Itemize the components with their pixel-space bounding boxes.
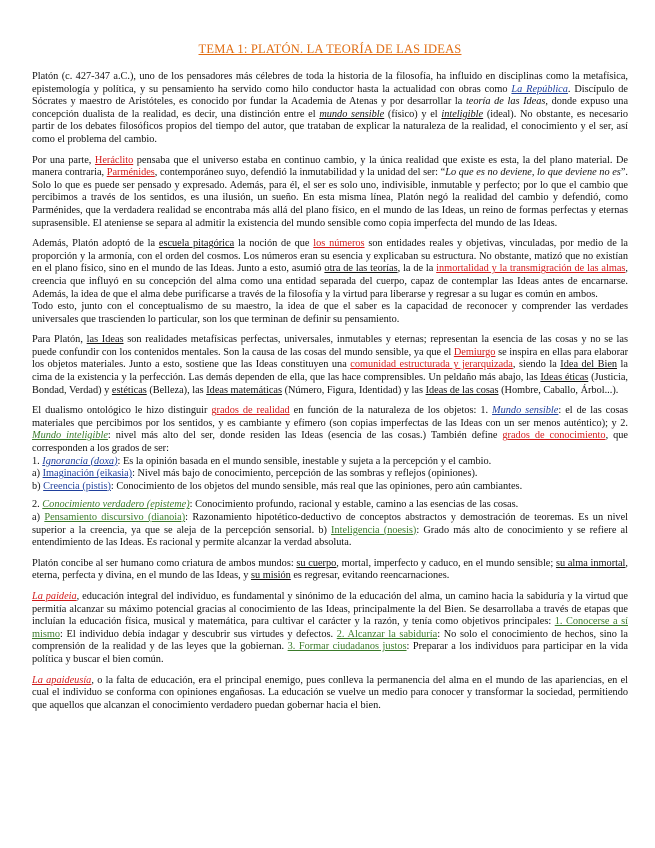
text-run: Lo que es no deviene, lo que deviene no es <box>445 167 621 179</box>
text-run: mundo sensible como copia imperfecta del mundo de las Ideas. <box>296 217 558 229</box>
text-run: Mundo inteligible <box>32 430 108 442</box>
text-run: b) <box>318 524 332 536</box>
text-run: a) <box>32 512 45 523</box>
text-run: (ideal). No obstante, es necesario partir de los <box>32 108 628 133</box>
text-run: Demiurgo <box>453 346 496 358</box>
text-run: son <box>364 238 387 250</box>
text-run: , mortal, imperfecto y caduco, en el mundo sensible; <box>336 557 556 569</box>
text-run: : <box>189 499 196 511</box>
text-run: . Es <box>141 537 160 549</box>
text-run: a través de los sentidos, <box>77 192 191 204</box>
text-run: del cuerpo, capaz de contemplar las Ideas antes de encarnarse. Además, la idea de que <box>32 275 628 300</box>
text-run: adoptó de la <box>98 238 159 250</box>
text-run: y se refiere al <box>563 524 628 536</box>
text-run: se inspira en ellas para elaborar los objetos materiales. Junto a esto, sostiene que las <box>32 346 628 371</box>
text-run: única realidad que existe es esta <box>379 154 517 166</box>
text-run: , que corresponden a los grados de ser: <box>32 430 628 455</box>
text-run: (Belleza), las <box>146 384 207 396</box>
text-run: concepción dualista de la realidad <box>32 108 177 120</box>
text-run: , <box>397 263 404 275</box>
text-run: : el de las cosas materiales que percibimos por los sentidos, y es cambiante y efímero (son copias imperfectas de las Ideas con un ser menos auténtico); y <box>32 405 628 429</box>
paragraph-ser-humano <box>32 558 628 583</box>
text-run: su cuerpo <box>296 557 337 569</box>
text-run: sinónimo de la educación del alma <box>295 590 440 602</box>
paragraph-dualismo <box>32 405 628 455</box>
text-run: Platón concibe al ser humano como criatura de ambos mundos: <box>32 557 297 569</box>
paragraph-ideas <box>32 334 628 397</box>
text-run: Razonamiento hipotético-deductivo <box>192 512 342 523</box>
text-run: Nivel más bajo de conocimiento <box>137 468 271 480</box>
text-run: Heráclito <box>94 154 134 166</box>
text-run: constituyen una <box>277 359 351 371</box>
list-item-episteme <box>32 499 628 512</box>
text-run: , era el principal enemigo, pues conlleva la permanencia del alma en el mundo de las apariencias, en el cual el individuo se conforma con opiniones engañosas. La educación se vuelve un medio para conocer y transformar la sociedad, permitiendo que aquellos que alcanzan el conocimiento verdadero puedan gobernar hacia el bien. <box>32 674 628 711</box>
text-run: , ha influido en disciplinas como la metafísica, epistemología y política, y su pensamiento ha servido como hilo conductor hasta la actualidad con obras como <box>32 71 629 95</box>
text-run: y regresar a su lugar es común en ambos. <box>425 288 598 300</box>
text-run: es regresar, evitando reencarnaciones. <box>290 570 450 582</box>
text-run: La apaideusía <box>32 674 92 686</box>
text-run: le hizo distinguir <box>130 405 212 417</box>
page-title: TEMA 1: PLATÓN. LA TEORÍA DE LAS IDEAS <box>198 42 462 56</box>
text-run: El dualismo ontológico <box>32 405 131 417</box>
text-run: Grado más alto de conocimiento <box>423 524 564 536</box>
text-run: 1. <box>32 455 43 467</box>
text-run: camino hacia la sabiduría y la virtud <box>458 590 611 602</box>
text-run: junto con el conceptualismo de su maestro <box>81 301 269 313</box>
text-run: Por una parte, <box>32 154 95 166</box>
text-run: , siendo la <box>512 359 561 371</box>
text-run: Pensamiento discursivo (dianoia) <box>44 512 186 523</box>
text-run: 2. <box>620 417 628 429</box>
paragraph-socrates <box>32 301 628 326</box>
text-run: ; representan la esencia de las cosas y no se las puede confundir con los contenidos mentales. <box>32 334 628 358</box>
text-run: racional <box>159 537 193 549</box>
text-run: Inteligencia (noesis) <box>331 524 417 536</box>
text-run: y por desarrollar la <box>377 96 466 108</box>
text-run: son <box>123 334 146 346</box>
text-run: Además, <box>32 238 73 250</box>
text-run: , un reino de formas perfectas y eternas suprasensible. El ateniense se separa al admitir la existencia del <box>32 204 628 229</box>
text-run: , la idea de que <box>268 301 344 313</box>
text-run: , eterna, perfecta y divina, en el mundo de las Ideas, y <box>32 557 628 582</box>
text-run: “ <box>438 167 446 179</box>
text-run: se aleja de la percepción sensorial. <box>164 524 315 536</box>
text-run: : El individuo debía indagar y descubrir sus virtudes y defectos. <box>60 628 337 640</box>
text-run: las Ideas <box>86 334 124 346</box>
text-run: teoría de las Ideas <box>465 96 546 108</box>
text-run: , es decir, una distinción entre el <box>176 108 320 120</box>
text-run: Ideas de las cosas <box>425 384 499 396</box>
text-run: Platón <box>72 238 99 250</box>
text-run: entidades reales y objetivas <box>386 238 504 250</box>
text-run: ”. <box>620 167 628 179</box>
text-run: , un <box>439 590 459 602</box>
text-run: debates filosóficos <box>85 121 163 133</box>
text-run: , son los que terminan de definir su pensamiento. <box>197 313 400 325</box>
text-run: mundo sensible <box>319 108 385 120</box>
text-run: Parménides <box>106 167 155 179</box>
text-run: : nivel más alto del ser, donde residen las Ideas (esencia de las cosas.) También define <box>107 430 503 442</box>
text-run: que permitía alcanzar su máximo potencial gracias al conocimiento de las Ideas, principalmente la del Bien. Se desarrollaba a través de etapas que incluían la <box>32 590 628 628</box>
text-run: , un sueño. En esta misma línea, <box>250 192 398 204</box>
text-run: : <box>416 524 424 536</box>
text-run: Ideas <box>255 359 278 371</box>
text-run: inteligible <box>441 108 484 120</box>
text-run: Imaginación (eikasia) <box>42 468 133 480</box>
text-run: influyó en su concepción del alma como una entidad separada <box>88 275 356 287</box>
text-run: , educación integral del individuo, es fundamental y <box>76 590 296 602</box>
text-run: 3. Formar ciudadanos justos <box>287 641 407 653</box>
text-run: 2. <box>32 499 43 511</box>
text-run: , la del plano material. De manera contraria, <box>32 154 628 179</box>
text-run: el alma debe purificarse a través de la filosofía y la virtud para liberarse <box>130 288 426 300</box>
text-run: en el mundo de las Ideas <box>360 204 464 216</box>
text-run: Platón <box>32 71 59 82</box>
text-run: Solo lo que es puede ser pensado y expresado <box>32 179 225 191</box>
text-run: de conceptos abstractos y demostración de teoremas. Es un <box>341 512 608 523</box>
text-run: Conocimiento de los objetos del mundo sensible <box>116 480 316 492</box>
text-run: . <box>567 83 575 95</box>
text-run: (Número, Figura, Identidad) y las <box>282 384 426 396</box>
text-run: , para cultivar el carácter y la razón, y tenía como objetivos principales: <box>245 616 555 628</box>
list-item-dianoia-noesis <box>32 512 628 550</box>
text-run: : Preparar a los individuos para participar en la vida política y buscar el bien común. <box>32 641 628 665</box>
text-run: uno de los pensadores más célebres de toda la historia de la filosofía <box>139 71 431 82</box>
text-run: grados de realidad <box>211 405 290 417</box>
text-run: , es conocido por <box>172 96 250 108</box>
paragraph-apaideusia <box>32 675 628 713</box>
text-run: : No solo el conocimiento de hechos, sino la comprensión de la realidad y de las leyes que la gobiernan. <box>32 628 628 653</box>
text-run: en función de la naturaleza de los objetos: <box>289 405 481 417</box>
text-run: Conocimiento profundo, racional y estable, <box>195 499 374 511</box>
text-run: , vinculadas, por medio de la <box>503 238 629 250</box>
text-run: , como Parménides, que la <box>32 192 628 216</box>
text-run: realidades metafísicas perfectas, universales, inmutables y eternas <box>145 334 424 346</box>
text-run: . Además, para él, <box>224 179 303 191</box>
paragraph-heraclito-parmenides <box>32 155 628 231</box>
text-run: el orden del cosmos <box>155 250 239 262</box>
text-run: Ideas éticas <box>540 372 589 384</box>
text-run: es una ilusión <box>190 192 251 204</box>
text-run: Ideas matemáticas <box>206 384 283 396</box>
text-run: 1. <box>480 405 493 417</box>
text-run: proporción y la armonía <box>32 250 133 262</box>
text-run: , ya que el <box>408 346 454 358</box>
text-run: y permite <box>192 537 238 549</box>
text-run: : <box>185 512 193 523</box>
text-run: , más real que las opiniones, pero aún cambiantes. <box>315 480 523 492</box>
text-run: propios del tiempo del autor, que trataban de explicar la naturaleza de la realidad, el conocimiento y el ser, así como el problema del cambio. <box>32 121 628 145</box>
text-run: ; por lo que <box>517 179 570 191</box>
text-run: Idea del Bien <box>560 359 618 371</box>
text-run: universo estaba en continuo cambio <box>202 154 355 166</box>
text-run: verdadera realidad <box>113 204 191 216</box>
text-run: Creencia (pistis) <box>43 480 111 492</box>
text-run: fundar la Academia de Atenas <box>249 96 378 108</box>
text-run: b) <box>32 480 44 492</box>
text-run: , contemporáneo suyo, <box>154 167 251 179</box>
text-run: comunidad estructurada y jerarquizada <box>350 359 513 371</box>
text-run: 1. Conocerse a sí mismo <box>32 616 628 640</box>
text-run: , donde expuso una <box>545 96 629 108</box>
text-run: defendió la inmutabilidad y la unidad del ser: <box>250 167 438 179</box>
text-run: inmortalidad y la transmigración de las almas <box>436 263 626 275</box>
text-run: Discípulo de Sócrates y maestro de Aristóteles <box>32 83 628 108</box>
text-run: Para Platón, <box>32 334 87 346</box>
paragraph-pitagoricos <box>32 238 628 301</box>
list-item-ignorancia <box>32 456 628 469</box>
text-run: , percepción de las sombras y reflejos (opiniones). <box>270 468 478 480</box>
list-item-creencia <box>32 481 628 494</box>
text-run: otra de las teorías <box>324 263 398 275</box>
text-run: , con <box>132 250 156 262</box>
text-run: (Justicia, Bondad, Verdad) y <box>32 372 628 396</box>
text-run: , creencia que <box>32 263 628 287</box>
text-run: a) <box>32 468 43 480</box>
text-run: camino a las esencias de las cosas. <box>373 499 519 511</box>
text-run: , ya que <box>124 524 164 536</box>
text-run: : <box>110 480 117 492</box>
text-run: La paideia <box>32 590 77 602</box>
text-run: alcanzar la verdad absoluta. <box>237 537 352 549</box>
text-run: Son la causa de las cosas del mundo sensible <box>223 346 409 358</box>
text-run: estéticas <box>111 384 147 396</box>
text-run: : Es la opinión basada en el mundo sensible, inestable y sujeta a la percepción y el cambio. <box>117 455 492 467</box>
text-run: educación física, musical y matemática <box>79 616 246 628</box>
text-run: el ser es solo uno, indivisible, inmutable y perfecto <box>303 179 518 191</box>
text-run: . Los números eran su esencia y explicaban su estructura. No obstante, matizó que no existían en el plano físico, sino en el mundo de las Ideas. Junto a esto, asumió <box>32 250 628 275</box>
text-run: entendimiento de las Ideas <box>32 537 142 549</box>
list-item-imaginacion <box>32 468 628 481</box>
text-run: (físico) y el <box>384 108 442 120</box>
text-run: la noción de que <box>234 238 314 250</box>
text-run: , o <box>91 674 106 686</box>
text-run: Conocimiento verdadero (episteme) <box>42 499 190 511</box>
text-run: la cima de la existencia y la perfección. Las demás dependen de ella, que las hace comprensibles. Un peldaño más abajo, las <box>32 359 628 384</box>
paragraph-paideia <box>32 591 628 667</box>
text-run: , y la <box>354 154 380 166</box>
text-run: Mundo sensible <box>492 405 559 417</box>
text-run: 2. Alcanzar la sabiduría <box>336 628 438 640</box>
text-run: : <box>132 468 138 480</box>
text-run: pensaba que el <box>133 154 203 166</box>
text-run: el cambio que percibimos <box>32 179 629 204</box>
text-run: se encontraba más allá del plano físico, <box>190 204 361 216</box>
text-run: la de la <box>403 263 437 275</box>
text-run: los números <box>313 238 365 250</box>
text-run: La República <box>511 83 568 95</box>
text-run: nivel superior a la creencia <box>32 512 629 536</box>
text-run: el saber es la capacidad de reconocer y comprender las verdades universales que trascienden lo particular <box>32 301 628 325</box>
text-run: (c. 427-347 a.C.), <box>58 71 140 82</box>
text-run: la falta de educación <box>105 674 193 686</box>
text-run: Ignorancia (doxa) <box>42 455 118 467</box>
text-run: su misión <box>251 570 291 582</box>
text-run: Platón negó la realidad del cambio y defendió <box>397 192 599 204</box>
text-run: (Hombre, Caballo, Árbol...). <box>498 384 619 396</box>
paragraph-intro <box>32 71 628 147</box>
text-run: su alma inmortal <box>555 557 626 569</box>
text-run: grados de conocimiento <box>502 430 606 442</box>
text-run: escuela pitagórica <box>158 238 235 250</box>
text-run: Todo esto, <box>32 301 82 313</box>
